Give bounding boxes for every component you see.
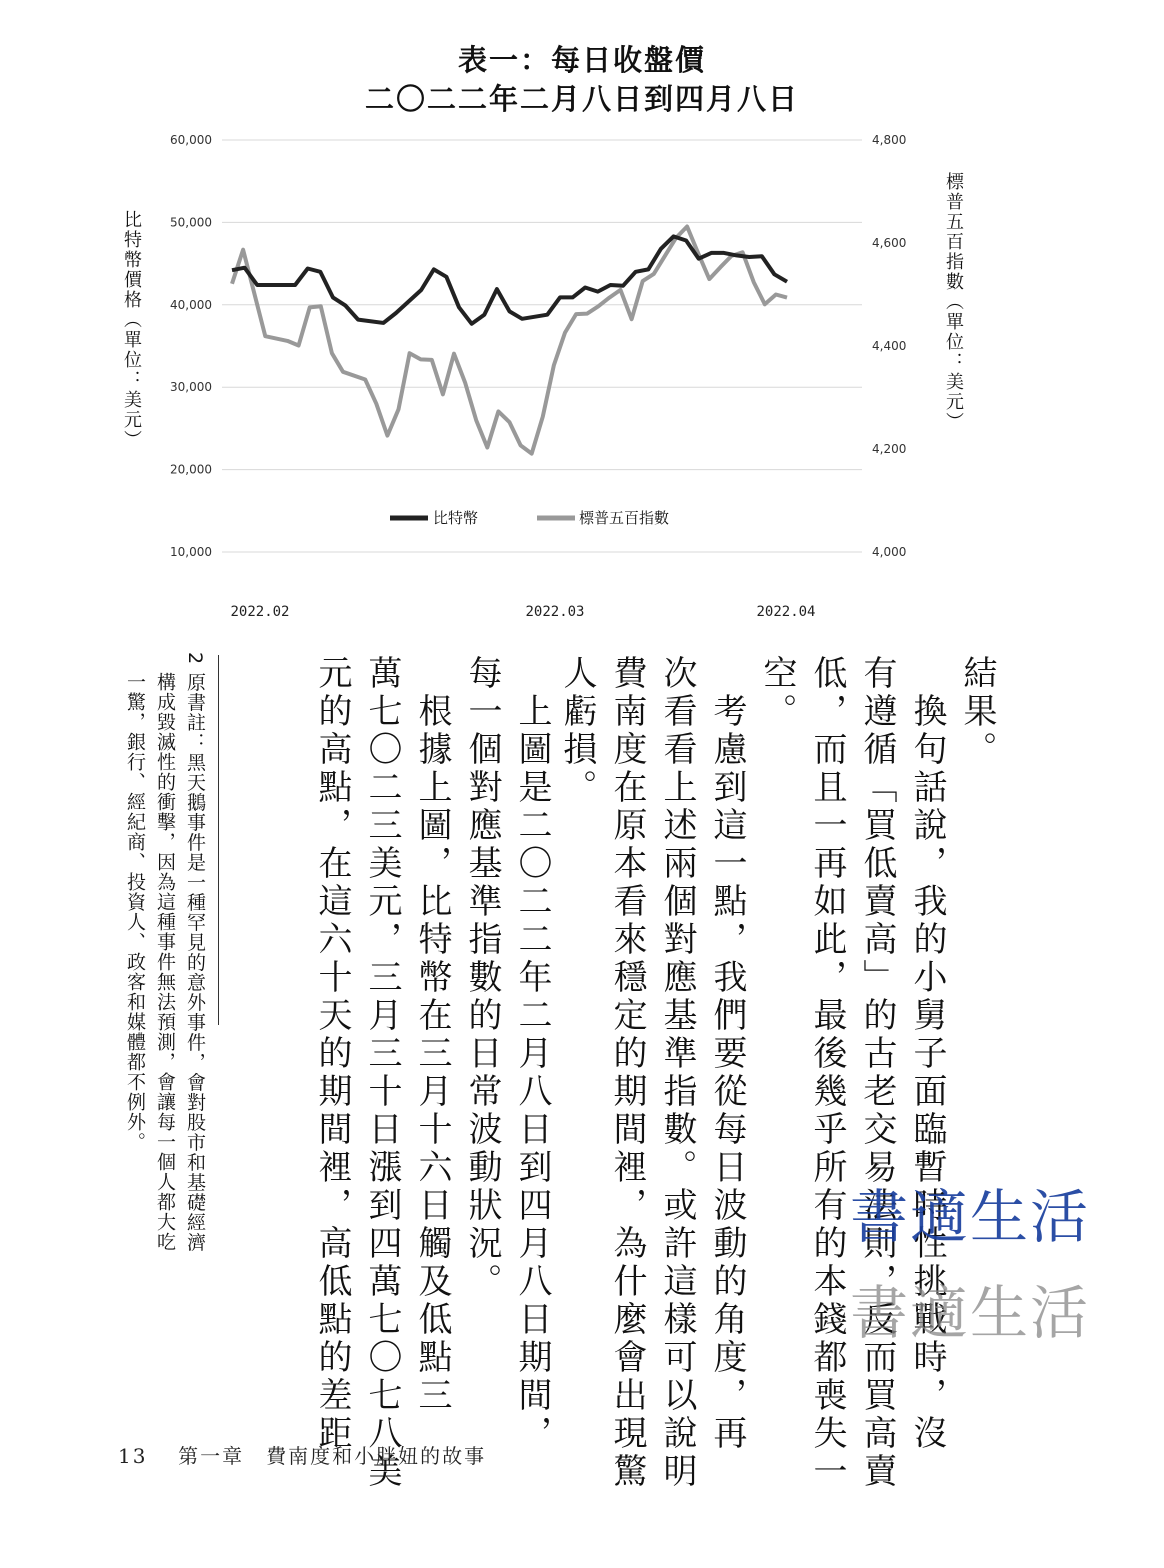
y-left-tick-label: 20,000 [170,462,212,477]
chart-title: 表一：每日收盤價 [457,43,706,77]
y-axis-right-label: 標普五百指數（單位：美元） [943,172,964,432]
body-column: 上圖是二〇二二年二月八日到四月八日期間， [512,655,552,1453]
y-left-tick-label: 10,000 [170,545,212,559]
footnote-line: 構成毀滅性的衝擊，因為這種事件無法預測，會讓每一個人都大吃 [154,652,176,1252]
y-right-tick-label: 4,000 [872,545,907,559]
series-line-sp500 [232,227,787,454]
page-footer [118,1440,486,1469]
body-column: 萬七〇二三美元，三月三十日漲到四萬七〇七八美 [362,655,402,1491]
y-right-tick-label: 4,800 [872,133,907,147]
footnote-rule [218,655,219,1025]
body-column: 根據上圖，比特幣在三月十六日觸及低點三 [412,655,452,1415]
body-column: 元的高點，在這六十天的期間裡，高低點的差距 [312,655,352,1453]
body-column: 人虧損。 [557,655,597,807]
body-column: 每一個對應基準指數的日常波動狀況。 [462,655,502,1301]
y-axis-left-label: 比特幣價格（單位：美元） [121,210,142,450]
y-right-tick-label: 4,400 [872,339,907,353]
legend-label-sp500: 標普五百指數 [579,509,670,527]
body-column: 低，而且一再如此，最後幾乎所有的本錢都喪失一 [807,655,847,1491]
y-left-tick-label: 30,000 [170,380,212,395]
x-tick-label: 2022.03 [525,604,585,620]
chart-subtitle: 二〇二二年二月八日到四月八日 [364,82,799,116]
footnote-line: 2 原書註：黑天鵝事件是一種罕見的意外事件，會對股市和基礎經濟 [184,652,206,1253]
watermark-gray: 書適生活 [850,1279,1091,1347]
y-right-tick-label: 4,600 [872,236,907,250]
body-column: 費南度在原本看來穩定的期間裡，為什麼會出現驚 [607,655,647,1491]
watermark-blue: 書適生活 [850,1183,1091,1251]
y-left-tick-label: 50,000 [170,215,212,230]
y-right-tick-label: 4,200 [872,442,907,456]
daily-close-chart [0,0,1164,640]
series-line-bitcoin [232,236,787,323]
body-column: 結果。 [957,655,997,769]
y-left-tick-label: 60,000 [170,133,212,147]
footnote-line: 一驚，銀行、經紀商、投資人、政客和媒體都不例外。 [124,652,146,1152]
y-left-tick-label: 40,000 [170,297,212,312]
legend-label-bitcoin: 比特幣 [433,509,479,527]
x-tick-label: 2022.02 [230,604,290,620]
body-column: 有遵循「買低賣高」的古老交易法則，反而買高賣 [857,655,897,1491]
x-tick-label: 2022.04 [756,604,816,620]
body-column: 空。 [757,655,797,731]
chapter-title: 第一章 費南度和小胖妞的故事 [178,1444,487,1468]
body-column: 換句話說，我的小舅子面臨暫時性挑戰時，沒 [907,655,947,1453]
body-column: 考慮到這一點，我們要從每日波動的角度，再 [707,655,747,1453]
page-number: 13 [118,1444,148,1468]
body-column: 次看看上述兩個對應基準指數。或許這樣可以說明 [657,655,697,1491]
